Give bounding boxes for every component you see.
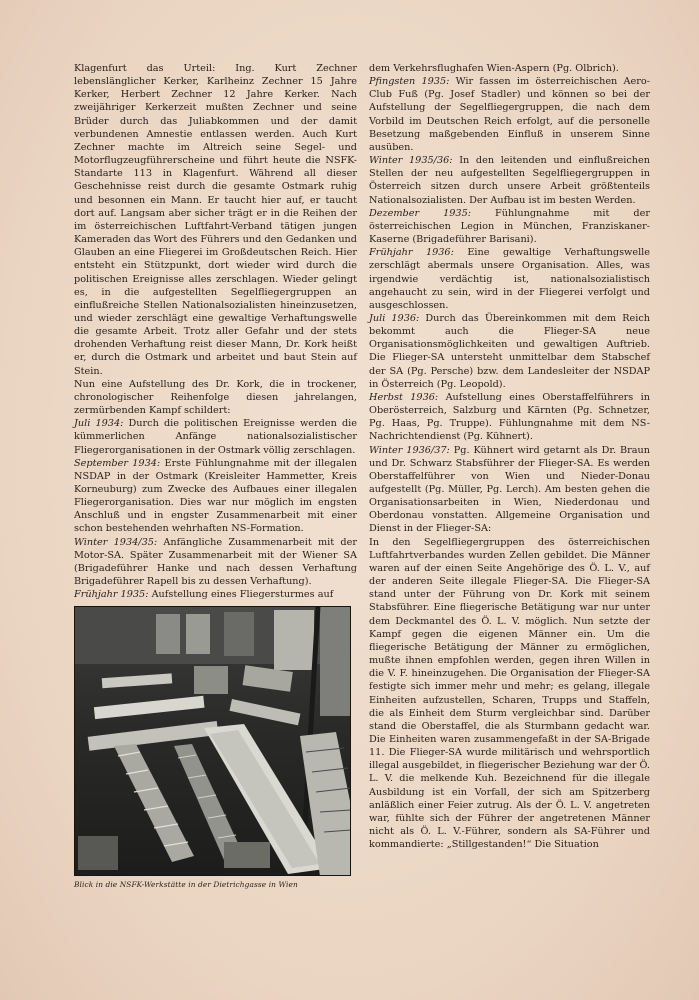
entry-text: Wir fassen im österreichischen Aero-Club Fuß (Pg. Josef Stadler) und können so bei der Aufstellung der Segelfliegergruppen, die nach dem Vorbild im Deutschen Reich erfolgt, auf die personelle Besetzung maßgebenden Einfluß in unserem Sinne ausüben. <box>369 76 650 153</box>
entry-text: Durch das Übereinkommen mit dem Reich bekommt auch die Flieger-SA neue Organisationsmöglichkeiten und gewaltigen Auftrieb. Die Flieger-SA untersteht unmittelbar dem Stabschef der SA (Pg. Persche) bzw. dem Landesleiter der NSDAP in Österreich (Pg. Leopold). <box>369 312 650 390</box>
entry-date: Juli 1934: <box>74 418 124 430</box>
entry-text: Anfängliche Zusammenarbeit mit der Motor-SA. Später Zusammenarbeit mit der Wiener SA (Brigadeführer Hanke und nach dessen Verhaftung Brigadeführer Rapell bis zu dessen Verhaftung). <box>74 536 357 588</box>
entry-text: In den leitenden und einflußreichen Stellen der neu aufgestellten Segelfliegergruppen in Österreich sitzen durch unsere Arbeit größtenteils Nationalsozialisten. Der Aufbau ist im besten Werden. <box>369 155 650 206</box>
workshop-photo <box>74 606 351 876</box>
entry-date: September 1934: <box>74 457 161 469</box>
chronology-entry <box>369 207 650 246</box>
figure-caption: Blick in die NSFK-Werkstätte in der Dietrichgasse in Wien <box>74 880 298 890</box>
entry-date: Juli 1936: <box>369 312 420 324</box>
chronology-entry <box>369 75 650 154</box>
chronology-entry <box>369 154 650 207</box>
closing-paragraph: In den Segelfliegergruppen des österreichischen Luftfahrtverbandes wurden Zellen gebildet. Die Männer waren auf der einen Seite Angehörige des Ö. L. V., auf der anderen Seite illegale Flieger-SA. Die Flieger-SA stand unter der Führung von Dr. Kork mit seinem Stabsführer. Eine fliegerische Betätigung war nur unter dem Deckmantel des Ö. L. V. möglich. Nun setzte der Kampf gegen die eigenen Männer ein. Um die fliegerische Betätigung der Männer zu ermöglichen, mußte ihnen empfohlen werden, gegen ihren Willen in die V. F. hineinzugehen. Die Organisation der Flieger-SA festigte sich immer mehr und mehr; es gelang, illegale Einheiten aufzustellen, Scharen, Trupps und Staffeln, die als Einheit dem Sturm vergleichbar sind. Darüber stand die Oberstaffel, die als Sturmbann gedacht war. Die Einheiten waren zusammengefaßt in der SA-Brigade 11. Die Flieger-SA wurde militärisch und wehrsportlich illegal ausgebildet, in fliegerischer Beziehung war der Ö. L. V. die melkende Kuh. Bezeichnend für die illegale Ausbildung ist ein Vorfall, der sich am Spitzerberg anläßlich einer Feier zutrug. Als der Ö. L. V. angetreten war, fühlte sich der Führer der angetretenen Männer nicht als Ö. L. V.-Führer, sondern als SA-Führer und kommandierte: „Stillgestanden!“ Die Situation <box>369 536 650 851</box>
intro-paragraph-2: Nun eine Aufstellung des Dr. Kork, die in trockener, chronologischer Reihenfolge diesen jahrelangen, zermürbenden Kampf schildert: <box>74 378 357 417</box>
figure <box>74 606 357 890</box>
chronology-entry <box>369 391 650 444</box>
chronology-entry <box>369 444 650 536</box>
entry-date: Pfingsten 1935: <box>369 76 450 88</box>
chronology-entry <box>74 457 357 536</box>
entry-text: Pg. Kühnert wird getarnt als Dr. Braun und Dr. Schwarz Stabsführer der Flieger-SA. Es werden Oberstaffelführer von Wien und Nieder-Donau aufgestellt (Pg. Müller, Pg. Lerch). Am besten gehen die Organisationsarbeiten in Wien, Niederdonau und Oberdonau vonstatten. Allgemeine Organisation und Dienst in der Flieger-SA: <box>369 444 650 535</box>
entry-text: Fühlungnahme mit der österreichischen Legion in München, Franziskaner-Kaserne (Brigadeführer Barisani). <box>369 207 650 246</box>
entry-date: Dezember 1935: <box>369 207 472 219</box>
chronology-list-right <box>369 75 650 535</box>
entry-date: Winter 1936/37: <box>369 444 450 456</box>
entry-date: Herbst 1936: <box>369 391 439 403</box>
chronology-entry <box>74 417 357 456</box>
entry-text: Erste Fühlungnahme mit der illegalen NSDAP in der Ostmark (Kreisleiter Hammetter, Kreis Korneuburg) zum Zwecke des Aufbaues einer illegalen Fliegerorganisation. Dies war nur möglich im engsten Anschluß und in engster Zusammenarbeit mit einer schon bestehenden wehrhaften NS-Formation. <box>74 457 357 535</box>
chronology-entry <box>74 588 357 601</box>
right-column <box>369 62 650 851</box>
intro-paragraph: Klagenfurt das Urteil: Ing. Kurt Zechner lebenslänglicher Kerker, Karlheinz Zechner 15 Jahre Kerker, Herbert Zechner 12 Jahre Kerker. Nach zweijähriger Kerkerzeit mußten Zechner und seine Brüder durch das Juliabkommen und der damit verbundenen Amnestie entlassen werden. Auch Kurt Zechner machte im Altreich seine Segel- und Motorflugzeugführerscheine und führt heute die NSFK-Standarte 113 in Klagenfurt. Während all dieser Geschehnisse reist durch die gesamte Ostmark ruhig und besonnen ein Mann. Er taucht hier auf, er taucht dort auf. Langsam aber sicher trägt er in die Reihen der im österreichischen Luftfahrt-Verband tätigen jungen Kameraden das Wort des Führers und den Gedanken und Glauben an eine Fliegerei im Großdeutschen Reich. Hier entsteht ein Stützpunkt, dort wieder wird durch die politischen Ereignisse alles zerschlagen. Wieder gelingt es, in die aufgestellten Segelfliegergruppen an einflußreiche Stellen Nationalsozialisten hineinzusetzen, und wieder zerschlägt eine gewaltige Verhaftungswelle die gesamte Arbeit. Trotz aller Gefahr und der stets drohenden Verhaftung reist dieser Mann, Dr. Kork heißt er, durch die Ostmark und arbeitet und baut Stein auf Stein. <box>74 63 357 377</box>
left-column <box>74 62 357 890</box>
entry-date: Winter 1935/36: <box>369 155 453 167</box>
entry-date: Frühjahr 1936: <box>369 247 454 259</box>
entry-date: Winter 1934/35: <box>74 536 158 548</box>
entry-text: Aufstellung eines Fliegersturmes auf <box>148 589 334 601</box>
entry-text: Aufstellung eines Oberstaffelführers in Oberösterreich, Salzburg und Kärnten (Pg. Schnetzer, Pg. Haas, Pg. Truppe). Fühlungnahme mit dem NS-Nachrichtendienst (Pg. Kühnert). <box>369 391 650 443</box>
entry-text: Durch die politischen Ereignisse werden die kümmerlichen Anfänge nationalsozialistischer Fliegerorganisationen in der Ostmark völlig zerschlagen. <box>74 418 357 456</box>
continued-text: dem Verkehrsflughafen Wien-Aspern (Pg. Olbrich). <box>369 63 619 74</box>
entry-text: Eine gewaltige Verhaftungswelle zerschlägt abermals unsere Organisation. Alles, was irgendwie verdächtig ist, nationalsozialistisch angehaucht zu sein, wird in der Fliegerei verfolgt und ausgeschlossen. <box>369 247 650 311</box>
chronology-entry <box>74 536 357 589</box>
chronology-list-left <box>74 417 357 601</box>
chronology-entry <box>369 312 650 391</box>
entry-date: Frühjahr 1935: <box>74 589 149 601</box>
chronology-entry <box>369 246 650 312</box>
